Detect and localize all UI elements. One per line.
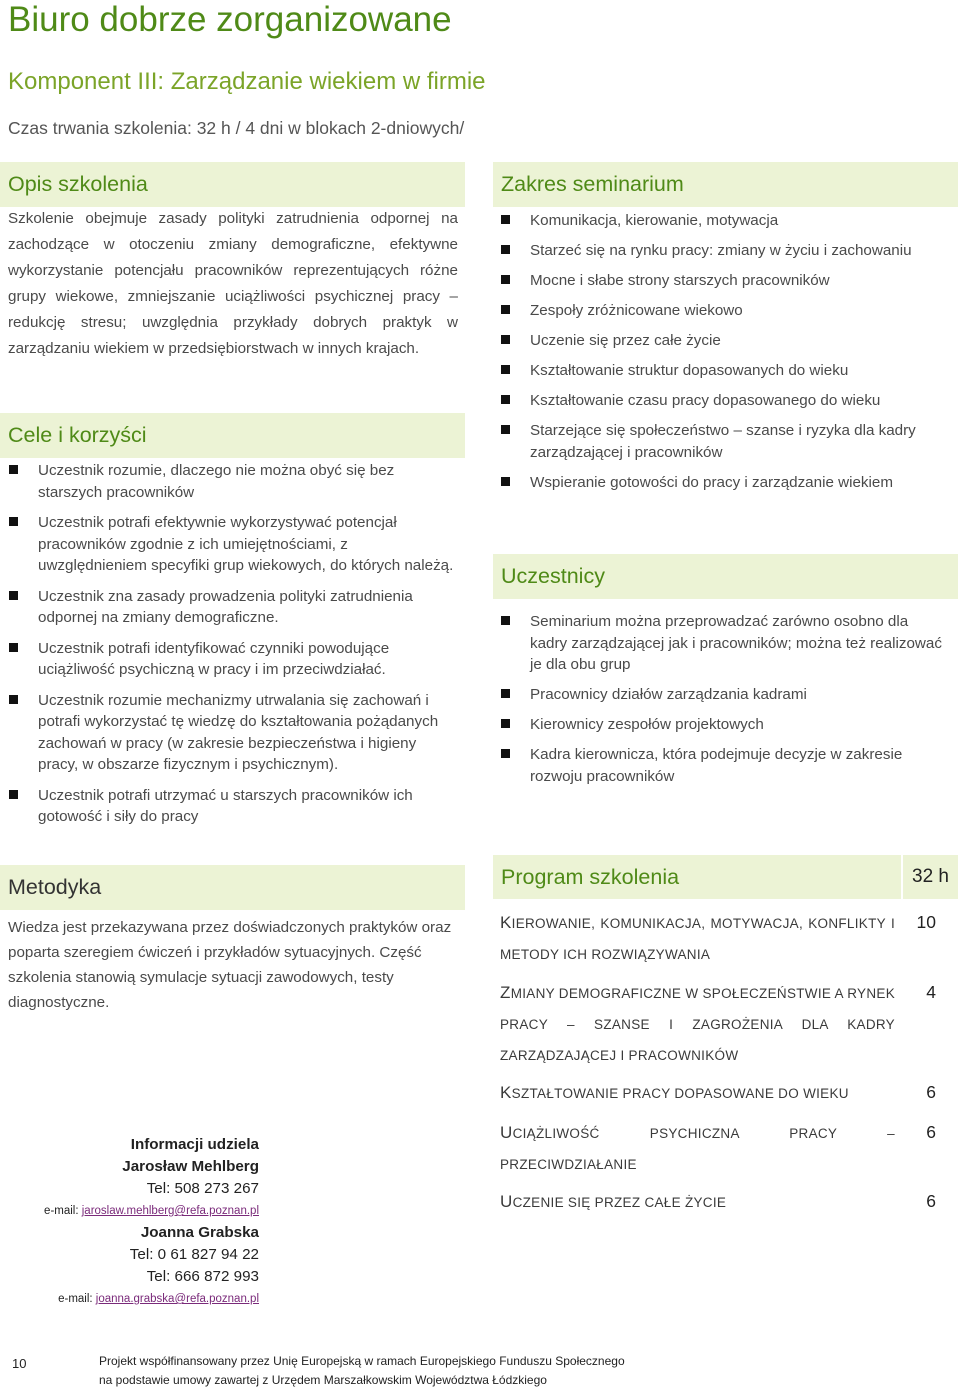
square-bullet-icon <box>501 275 510 284</box>
list-item: Starzejące się społeczeństwo – szanse i ryzyka dla kadry zarządzającej i pracowników <box>500 420 945 463</box>
square-bullet-icon <box>501 335 510 344</box>
list-item: Uczestnik potrafi utrzymać u starszych pracowników ich gotowość i siły do pracy <box>8 785 456 828</box>
metodyka-heading: Metodyka <box>0 865 465 910</box>
program-header <box>493 855 958 899</box>
cele-list <box>8 460 456 837</box>
list-item: Komunikacja, kierowanie, motywacja <box>500 210 945 232</box>
list-item: Kształtowanie struktur dopasowanych do wieku <box>500 360 945 382</box>
list-item: Uczestnik rozumie, dlaczego nie można obyć się bez starszych pracowników <box>8 460 456 503</box>
contact-phone-3: Tel: 666 872 993 <box>146 1268 259 1285</box>
email-link-2[interactable]: joanna.grabska@refa.poznan.pl <box>95 1293 259 1305</box>
program-topic: KIEROWANIE, KOMUNIKACJA, MOTYWACJA, KONFLIKTY I METODY ICH ROZWIĄZYWANIA <box>500 913 895 962</box>
opis-text: Szkolenie obejmuje zasady polityki zatrudnienia odpornej na zachodzące w otoczeniu zmiany demograficzne, efektywne wykorzystanie potencjału pracowników reprezentujących różne grupy wiekowe, zmniejszanie uciążliwości psychicznej pracy – redukcję stresu; uwzględnia przykłady dobrych praktyk w zarządzaniu wiekiem w przedsiębiorstwach w innych krajach. <box>8 210 458 357</box>
list-item: Uczestnik zna zasady prowadzenia polityki zatrudnienia odpornej na zmiany demograficzne. <box>8 586 456 629</box>
zakres-list <box>500 210 945 502</box>
square-bullet-icon <box>9 591 18 600</box>
opis-heading: Opis szkolenia <box>0 162 465 207</box>
list-item: Pracownicy działów zarządzania kadrami <box>500 684 945 706</box>
contact-phone-2: Tel: 0 61 827 94 22 <box>129 1246 259 1263</box>
program-hours: 10 <box>916 912 936 932</box>
square-bullet-icon <box>501 477 510 486</box>
email-link-1[interactable]: jaroslaw.mehlberg@refa.poznan.pl <box>81 1205 259 1217</box>
square-bullet-icon <box>501 365 510 374</box>
program-hours: 6 <box>926 1122 936 1142</box>
footer <box>99 1352 625 1390</box>
square-bullet-icon <box>501 215 510 224</box>
list-item: Uczenie się przez całe życie <box>500 330 945 352</box>
program-topic: KSZTAŁTOWANIE PRACY DOPASOWANE DO WIEKU <box>500 1083 849 1102</box>
square-bullet-icon <box>9 517 18 526</box>
metodyka-text: Wiedza jest przekazywana przez doświadczonych praktyków oraz poparta szeregiem ćwiczeń i przykładów sytuacyjnych. Część szkolenia stanowią symulacje sytuacji zawodowych, testy diagnostyczne. <box>8 919 452 1011</box>
list-item: Kierownicy zespołów projektowych <box>500 714 945 736</box>
page-number: 10 <box>12 1356 27 1371</box>
program-heading: Program szkolenia <box>493 855 901 899</box>
list-item: Kadra kierownicza, która podejmuje decyzje w zakresie rozwoju pracowników <box>500 744 945 787</box>
contact-heading: Informacji udziela <box>130 1136 259 1153</box>
square-bullet-icon <box>501 689 510 698</box>
cele-heading: Cele i korzyści <box>0 413 465 458</box>
uczestnicy-list <box>500 611 945 796</box>
list-item: Uczestnik rozumie mechanizmy utrwalania się zachowań i potrafi wykorzystać tę wiedzę do kształtowania pożądanych zachowań w pracy (w zakresie bezpieczeństwa i higieny pracy, w obszarze fizycznym i psychicznym). <box>8 690 456 776</box>
list-item: Mocne i słabe strony starszych pracowników <box>500 270 945 292</box>
square-bullet-icon <box>9 465 18 474</box>
square-bullet-icon <box>501 245 510 254</box>
footer-line-2: na podstawie umowy zawartej z Urzędem Marszałkowskim Województwa Łódzkiego <box>99 1373 547 1387</box>
square-bullet-icon <box>501 719 510 728</box>
duration-text: Czas trwania szkolenia: 32 h / 4 dni w blokach 2-dniowych/ <box>8 118 465 138</box>
uczestnicy-heading: Uczestnicy <box>493 554 958 599</box>
square-bullet-icon <box>9 790 18 799</box>
contact-email-row-2: e-mail: joanna.grabska@refa.poznan.pl <box>58 1293 259 1305</box>
square-bullet-icon <box>501 616 510 625</box>
list-item: Zespoły zróżnicowane wiekowo <box>500 300 945 322</box>
page-title: Biuro dobrze zorganizowane <box>8 0 452 39</box>
contact-person-2: Joanna Grabska <box>140 1224 259 1241</box>
square-bullet-icon <box>9 695 18 704</box>
program-topic: UCZENIE SIĘ PRZEZ CAŁE ŻYCIE <box>500 1192 727 1211</box>
square-bullet-icon <box>501 425 510 434</box>
list-item: Wspieranie gotowości do pracy i zarządzanie wiekiem <box>500 472 945 494</box>
square-bullet-icon <box>501 749 510 758</box>
list-item: Uczestnik potrafi efektywnie wykorzystywać potencjał pracowników zgodnie z ich umiejętnościami, z uwzględnieniem specyfiki grup wiekowych, do których należą. <box>8 512 456 577</box>
contact-email-row-1: e-mail: jaroslaw.mehlberg@refa.poznan.pl <box>44 1205 259 1217</box>
square-bullet-icon <box>501 305 510 314</box>
contact-person-1: Jarosław Mehlberg <box>122 1158 259 1175</box>
list-item: Seminarium można przeprowadzać zarówno osobno dla kadry zarządzającej jak i pracowników; można też realizować je dla obu grup <box>500 611 945 676</box>
program-topic: ZMIANY DEMOGRAFICZNE W SPOŁECZEŃSTWIE A RYNEK PRACY – SZANSE I ZAGROŻENIA DLA KADRY ZARZĄDZAJĄCEJ I PRACOWNIKÓW <box>500 983 895 1063</box>
program-topic: UCIĄŻLIWOŚĆ PSYCHICZNA PRACY – PRZECIWDZIAŁANIE <box>500 1123 895 1172</box>
list-item: Uczestnik potrafi identyfikować czynniki powodujące uciążliwość psychiczną w pracy i im przeciwdziałać. <box>8 638 456 681</box>
list-item: Kształtowanie czasu pracy dopasowanego do wieku <box>500 390 945 412</box>
list-item: Starzeć się na rynku pracy: zmiany w życiu i zachowaniu <box>500 240 945 262</box>
program-hours: 6 <box>926 1191 936 1211</box>
component-title: Komponent III: Zarządzanie wiekiem w firmie <box>8 68 486 95</box>
contact-block <box>14 1134 259 1310</box>
program-hours: 6 <box>926 1082 936 1102</box>
program-total-hours: 32 h <box>903 855 958 899</box>
program-hours: 4 <box>926 982 936 1002</box>
zakres-heading: Zakres seminarium <box>493 162 958 207</box>
square-bullet-icon <box>501 395 510 404</box>
contact-phone-1: Tel: 508 273 267 <box>146 1180 259 1197</box>
footer-line-1: Projekt współfinansowany przez Unię Europejską w ramach Europejskiego Funduszu Społecznego <box>99 1354 625 1368</box>
square-bullet-icon <box>9 643 18 652</box>
